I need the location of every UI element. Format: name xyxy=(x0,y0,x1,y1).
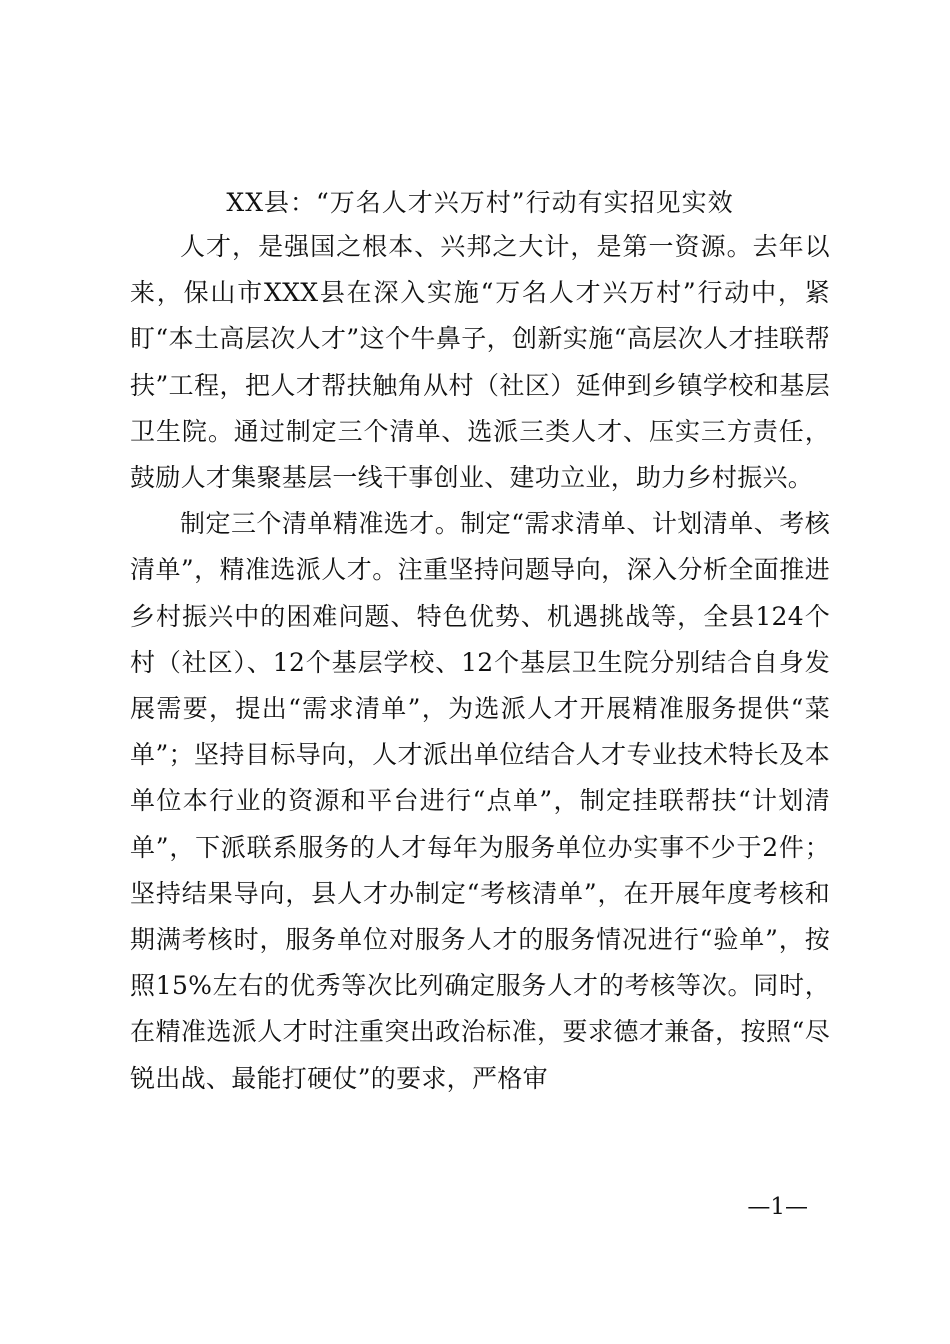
paragraph-three-lists: 制定三个清单精准选才。制定“需求清单、计划清单、考核清单”，精准选派人才。注重坚持问题导向，深入分析全面推进乡村振兴中的困难问题、特色优势、机遇挑战等，全县124个村（社区）、12个基层学校、12个基层卫生院分别结合自身发展需要，提出“需求清单”，为选派人才开展精准服务提供“菜单”；坚持目标导向，人才派出单位结合人才专业技术特长及本单位本行业的资源和平台进行“点单”，制定挂联帮扶“计划清单”，下派联系服务的人才每年为服务单位办实事不少于2件；坚持结果导向，县人才办制定“考核清单”，在开展年度考核和期满考核时，服务单位对服务人才的服务情况进行“验单”，按照15%左右的优秀等次比列确定服务人才的考核等次。同时，在精准选派人才时注重突出政治标准，要求德才兼备，按照“尽锐出战、最能打硬仗”的要求，严格审 xyxy=(130,509,830,1093)
document-title: XX县：“万名人才兴万村”行动有实招见实效 xyxy=(226,188,734,217)
page-number: —1— xyxy=(747,1194,808,1220)
paragraph-intro: 人才，是强国之根本、兴邦之大计，是第一资源。去年以来，保山市XXX县在深入实施“万名人才兴万村”行动中，紧盯“本土高层次人才”这个牛鼻子，创新实施“高层次人才挂联帮扶”工程，把人才帮扶触角从村（社区）延伸到乡镇学校和基层卫生院。通过制定三个清单、选派三类人才、压实三方责任，鼓励人才集聚基层一线干事创业、建功立业，助力乡村振兴。 xyxy=(130,232,830,493)
document-body xyxy=(130,224,830,1102)
